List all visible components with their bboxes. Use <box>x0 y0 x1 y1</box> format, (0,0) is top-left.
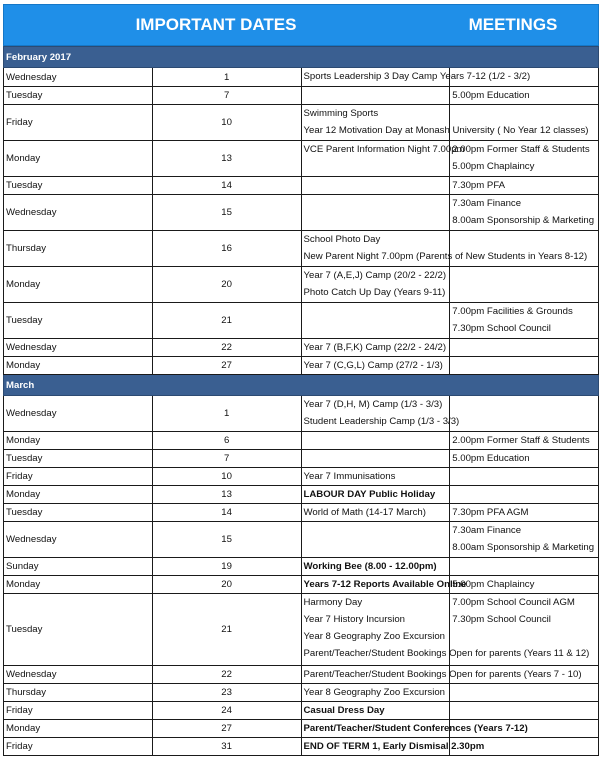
events-cell <box>301 558 450 576</box>
events-cell <box>301 522 450 558</box>
meeting-text: 2.00pm Former Staff & Students <box>452 144 590 155</box>
table-row <box>4 504 599 522</box>
table-row <box>4 720 599 738</box>
table-row <box>4 396 599 432</box>
table-row <box>4 738 599 756</box>
date-cell: 14 <box>152 504 301 522</box>
events-cell <box>301 684 450 702</box>
events-cell <box>301 303 450 339</box>
date-cell: 19 <box>152 558 301 576</box>
date-cell: 1 <box>152 68 301 87</box>
event-text: Years 7-12 Reports Available Online <box>303 579 467 590</box>
events-cell <box>301 666 582 684</box>
date-cell: 23 <box>152 684 301 702</box>
date-cell: 15 <box>152 522 301 558</box>
meeting-text: 7.00pm School Council AGM <box>452 597 575 608</box>
events-cell <box>301 68 531 87</box>
event-text: Year 7 History Incursion <box>303 614 405 625</box>
table-row <box>4 303 599 339</box>
date-cell: 15 <box>152 195 301 231</box>
date-cell: 21 <box>152 594 301 666</box>
table-row <box>4 87 599 105</box>
events-cell <box>301 720 528 738</box>
events-cell <box>301 105 589 141</box>
event-text: Parent/Teacher/Student Conferences (Years 7-12) <box>303 723 528 734</box>
table-row <box>4 339 599 357</box>
table-row <box>4 666 599 684</box>
meeting-text: 5.00pm Education <box>452 453 530 464</box>
event-text: Student Leadership Camp (1/3 - 3/3) <box>303 416 460 427</box>
meetings-cell <box>450 702 599 720</box>
event-text: Year 8 Geography Zoo Excursion <box>303 631 446 642</box>
meeting-text: 7.30pm PFA AGM <box>452 507 529 518</box>
event-text: Sports Leadership 3 Day Camp Years 7-12 (1/2 - 3/2) <box>303 71 531 82</box>
date-cell: 14 <box>152 177 301 195</box>
event-text: New Parent Night 7.00pm (Parents of New Students in Years 8-12) <box>303 251 588 262</box>
table-row <box>4 267 599 303</box>
date-cell: 21 <box>152 303 301 339</box>
table-row <box>4 357 599 375</box>
day-cell: Monday <box>4 141 153 177</box>
meeting-text: 7.30am Finance <box>452 525 522 536</box>
meetings-cell <box>450 357 599 375</box>
meetings-cell <box>450 303 599 339</box>
event-text: Year 8 Geography Zoo Excursion <box>303 687 446 698</box>
meeting-text: 7.30pm School Council <box>452 614 551 625</box>
event-text: Parent/Teacher/Student Bookings Open for parents (Years 7 - 10) <box>303 669 582 680</box>
date-cell: 27 <box>152 720 301 738</box>
dates-table <box>3 46 599 756</box>
event-text: END OF TERM 1, Early Dismisal 2.30pm <box>303 741 485 752</box>
table-row <box>4 450 599 468</box>
table-row <box>4 684 599 702</box>
date-cell: 13 <box>152 486 301 504</box>
event-text: VCE Parent Information Night 7.00pm <box>303 144 465 155</box>
day-cell: Monday <box>4 486 153 504</box>
table-row <box>4 522 599 558</box>
table-row <box>4 576 599 594</box>
table-row <box>4 177 599 195</box>
day-cell: Tuesday <box>4 504 153 522</box>
important-dates-heading: IMPORTANT DATES <box>135 15 297 34</box>
date-cell: 22 <box>152 339 301 357</box>
events-cell <box>301 486 450 504</box>
meetings-cell <box>450 576 599 594</box>
meeting-text: 5.00pm Chaplaincy <box>452 161 535 172</box>
meetings-cell <box>450 267 599 303</box>
events-cell <box>301 339 450 357</box>
event-text: Working Bee (8.00 - 12.00pm) <box>303 561 437 572</box>
meeting-text: 7.30pm PFA <box>452 180 506 191</box>
events-cell <box>301 450 450 468</box>
day-cell: Wednesday <box>4 68 153 87</box>
day-cell: Monday <box>4 432 153 450</box>
table-row <box>4 558 599 576</box>
date-cell: 10 <box>152 105 301 141</box>
event-text: Year 7 (A,E,J) Camp (20/2 - 22/2) <box>303 270 447 281</box>
day-cell: Wednesday <box>4 339 153 357</box>
header-bar <box>3 4 599 46</box>
month-header <box>4 47 599 68</box>
event-text: Year 7 (C,G,L) Camp (27/2 - 1/3) <box>303 360 443 371</box>
date-cell: 31 <box>152 738 301 756</box>
meetings-cell <box>450 522 599 558</box>
table-row <box>4 231 599 267</box>
meeting-text: 5.00pm Education <box>452 90 530 101</box>
day-cell: Tuesday <box>4 450 153 468</box>
meetings-cell <box>450 339 599 357</box>
date-cell: 20 <box>152 267 301 303</box>
meetings-cell <box>450 468 599 486</box>
meetings-heading: MEETINGS <box>468 15 558 34</box>
date-cell: 13 <box>152 141 301 177</box>
day-cell: Wednesday <box>4 195 153 231</box>
table-row <box>4 68 599 87</box>
meetings-cell <box>450 558 599 576</box>
meetings-cell <box>450 195 599 231</box>
meetings-cell <box>450 396 599 432</box>
meetings-cell <box>450 684 599 702</box>
events-cell <box>301 141 465 177</box>
meetings-cell <box>450 432 599 450</box>
events-cell <box>301 87 450 105</box>
table-row <box>4 105 599 141</box>
meeting-text: 7.30pm School Council <box>452 323 551 334</box>
day-cell: Tuesday <box>4 594 153 666</box>
meeting-text: 7.00pm Facilities & Grounds <box>452 306 573 317</box>
events-cell <box>301 177 450 195</box>
month-label: February 2017 <box>4 47 599 68</box>
date-cell: 16 <box>152 231 301 267</box>
day-cell: Friday <box>4 702 153 720</box>
day-cell: Tuesday <box>4 177 153 195</box>
date-cell: 1 <box>152 396 301 432</box>
event-text: Year 7 Immunisations <box>303 471 396 482</box>
table-row <box>4 195 599 231</box>
events-cell <box>301 231 588 267</box>
day-cell: Friday <box>4 105 153 141</box>
events-cell <box>301 195 450 231</box>
event-text: LABOUR DAY Public Holiday <box>303 489 436 500</box>
meetings-cell <box>450 450 599 468</box>
events-cell <box>301 432 450 450</box>
event-text: Year 12 Motivation Day at Monash University ( No Year 12 classes) <box>303 125 589 136</box>
date-cell: 7 <box>152 450 301 468</box>
day-cell: Friday <box>4 468 153 486</box>
meetings-cell <box>450 141 599 177</box>
date-cell: 7 <box>152 87 301 105</box>
meeting-text: 8.00am Sponsorship & Marketing <box>452 542 595 553</box>
month-header <box>4 375 599 396</box>
events-cell <box>301 576 467 594</box>
meetings-cell <box>450 504 599 522</box>
event-text: Year 7 (B,F,K) Camp (22/2 - 24/2) <box>303 342 447 353</box>
date-cell: 22 <box>152 666 301 684</box>
event-text: Casual Dress Day <box>303 705 385 716</box>
table-row <box>4 486 599 504</box>
day-cell: Monday <box>4 576 153 594</box>
day-cell: Thursday <box>4 684 153 702</box>
meeting-text: 7.30am Finance <box>452 198 522 209</box>
day-cell: Monday <box>4 267 153 303</box>
month-label: March <box>4 375 599 396</box>
event-text: Photo Catch Up Day (Years 9-11) <box>303 287 446 298</box>
events-cell <box>301 267 450 303</box>
event-text: Swimming Sports <box>303 108 379 119</box>
day-cell: Friday <box>4 738 153 756</box>
day-cell: Thursday <box>4 231 153 267</box>
day-cell: Wednesday <box>4 522 153 558</box>
day-cell: Monday <box>4 357 153 375</box>
table-row <box>4 702 599 720</box>
day-cell: Monday <box>4 720 153 738</box>
date-cell: 6 <box>152 432 301 450</box>
day-cell: Wednesday <box>4 396 153 432</box>
important-dates-sheet <box>3 4 599 756</box>
event-text: School Photo Day <box>303 234 381 245</box>
events-cell <box>301 738 485 756</box>
day-cell: Wednesday <box>4 666 153 684</box>
date-cell: 27 <box>152 357 301 375</box>
meeting-text: 8.00am Sponsorship & Marketing <box>452 215 595 226</box>
table-row <box>4 468 599 486</box>
meeting-text: 5.00pm Chaplaincy <box>452 579 535 590</box>
date-cell: 24 <box>152 702 301 720</box>
meetings-cell <box>450 177 599 195</box>
events-cell <box>301 504 450 522</box>
table-row <box>4 594 599 666</box>
events-cell <box>301 357 450 375</box>
day-cell: Tuesday <box>4 303 153 339</box>
date-cell: 10 <box>152 468 301 486</box>
meetings-cell <box>450 486 599 504</box>
event-text: Year 7 (D,H, M) Camp (1/3 - 3/3) <box>303 399 443 410</box>
events-cell <box>301 468 450 486</box>
events-cell <box>301 702 450 720</box>
meeting-text: 2.00pm Former Staff & Students <box>452 435 590 446</box>
event-text: World of Math (14-17 March) <box>303 507 426 518</box>
day-cell: Sunday <box>4 558 153 576</box>
table-row <box>4 141 599 177</box>
table-row <box>4 432 599 450</box>
event-text: Parent/Teacher/Student Bookings Open for parents (Years 11 & 12) <box>303 648 590 659</box>
date-cell: 20 <box>152 576 301 594</box>
meetings-cell <box>450 87 599 105</box>
day-cell: Tuesday <box>4 87 153 105</box>
event-text: Harmony Day <box>303 597 363 608</box>
events-cell <box>301 396 460 432</box>
